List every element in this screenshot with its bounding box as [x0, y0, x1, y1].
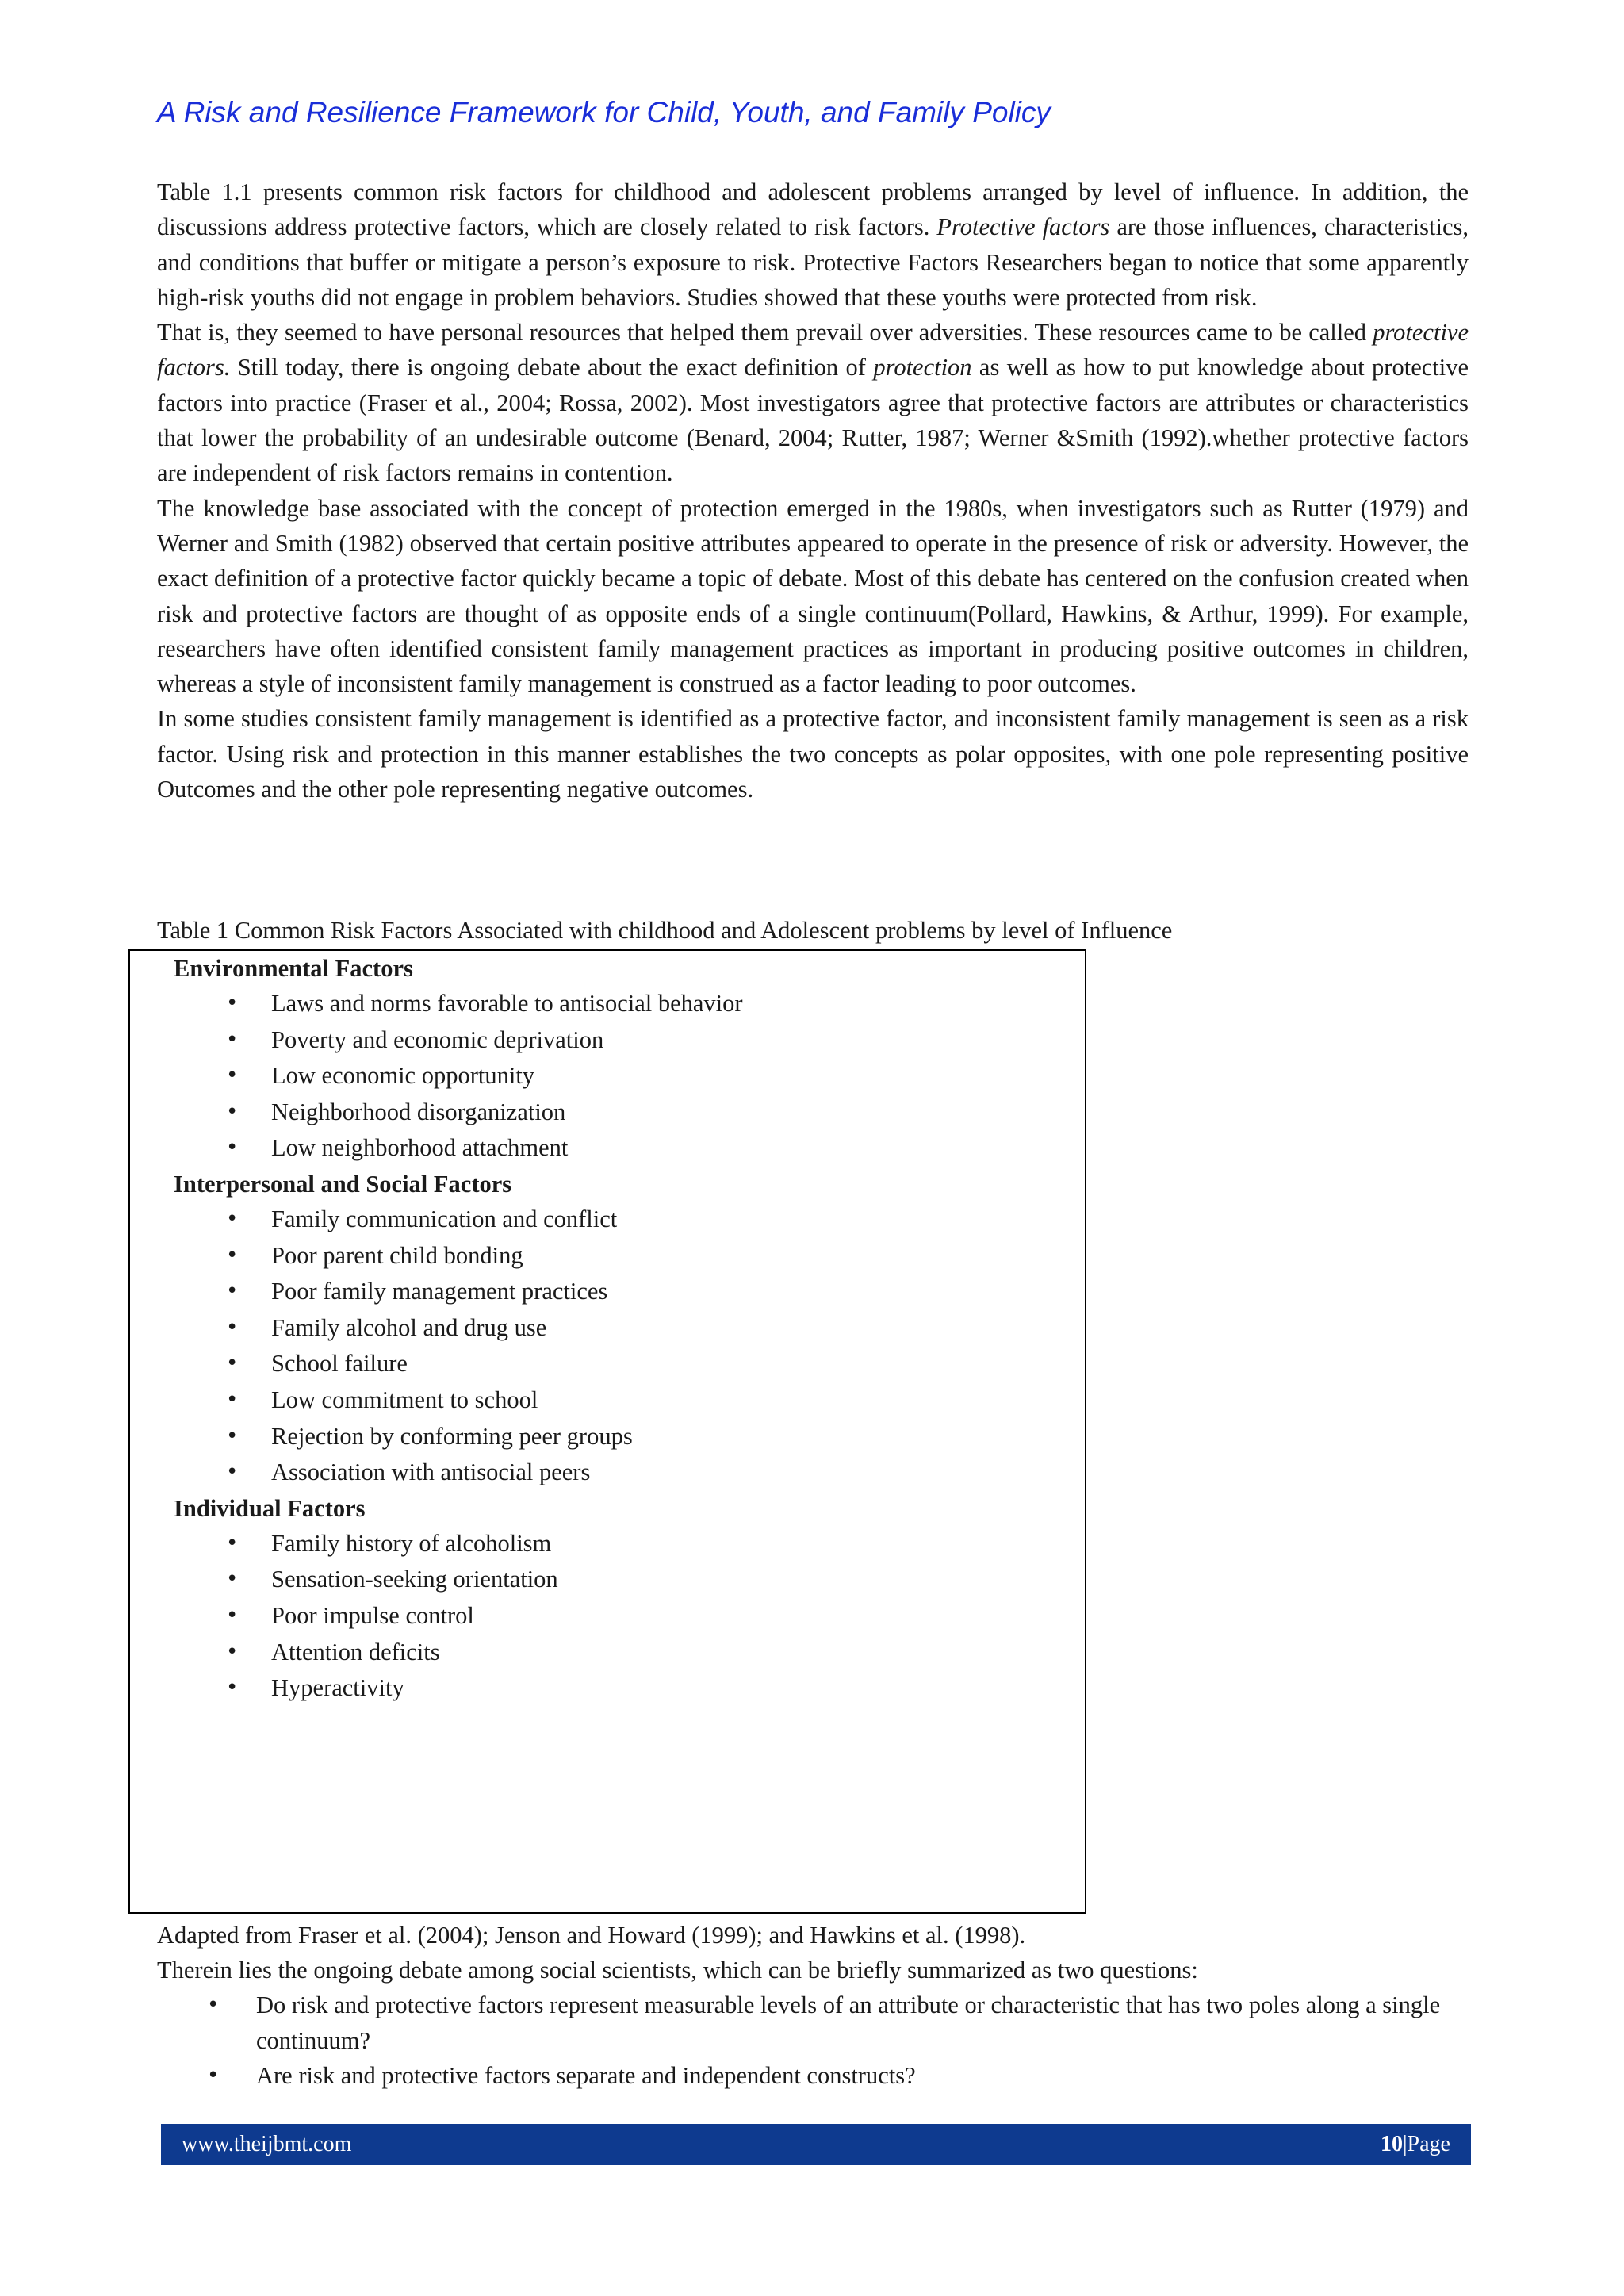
risk-factor-item: [174, 1419, 1085, 1455]
risk-factor-item: [174, 1455, 1085, 1491]
risk-factor-text: Family communication and conflict: [271, 1205, 618, 1232]
bullet-icon: •: [207, 2064, 220, 2087]
bullet-icon: •: [226, 1424, 239, 1448]
category-factor-list: [174, 1202, 1085, 1491]
risk-factor-item: [174, 1562, 1085, 1598]
footer-bar: [161, 2124, 1471, 2165]
debate-question-text: Do risk and protective factors represent measurable levels of an attribute or characteristic that has two poles along a single continuum?: [256, 1991, 1441, 2054]
risk-factor-text: Low commitment to school: [271, 1386, 538, 1413]
category-heading: Individual Factors: [174, 1494, 366, 1522]
table-source-note: Adapted from Fraser et al. (2004); Jenson and Howard (1999); and Hawkins et al. (1998).: [157, 1922, 1026, 1949]
category-factor-list: [174, 986, 1085, 1167]
bullet-icon: •: [226, 1279, 239, 1304]
body-text: [157, 174, 1469, 807]
debate-question: [157, 1987, 1469, 2058]
risk-factor-item: [174, 1382, 1085, 1419]
risk-factor-text: Poor parent child bonding: [271, 1241, 523, 1269]
bullet-icon: •: [226, 1064, 239, 1088]
paragraph-1: [157, 174, 1469, 315]
paragraph-3: The knowledge base associated with the concept of protection emerged in the 1980s, when investigators such as Rutter (1979) and Werner and Smith (1982) observed that certain positive attributes appeared to operate in the presence of risk or adversity. However, the exact definition of a protective factor quickly became a topic of debate. Most of this debate has centered on the confusion created when risk and protective factors are thought of as opposite ends of a single continuum(Pollard, Hawkins, & Arthur, 1999). For example, researchers have often identified consistent family management practices as important in producing positive outcomes in children, whereas a style of inconsistent family management is construed as a factor leading to poor outcomes.: [157, 494, 1469, 698]
risk-factor-text: Hyperactivity: [271, 1674, 404, 1702]
bullet-icon: •: [207, 1993, 220, 2017]
bullet-icon: •: [226, 991, 239, 1015]
risk-factor-item: [174, 1130, 1085, 1167]
footer-website-url[interactable]: www.theijbmt.com: [182, 2132, 352, 2156]
debate-intro: Therein lies the ongoing debate among social scientists, which can be briefly summarized as two questions:: [157, 1957, 1198, 1984]
paragraph-2-italic-term: protective factors.: [157, 319, 1469, 381]
risk-factor-text: Family history of alcoholism: [271, 1529, 552, 1557]
bullet-icon: •: [226, 1676, 239, 1700]
risk-factor-item: [174, 986, 1085, 1022]
risk-factor-text: School failure: [271, 1350, 408, 1378]
paragraph-2-italic-protection: protection: [873, 354, 972, 381]
category-heading: Environmental Factors: [174, 955, 413, 982]
risk-factor-item: [174, 1238, 1085, 1274]
page-number: 10: [1380, 2132, 1403, 2156]
bullet-icon: •: [226, 1460, 239, 1485]
bullet-icon: •: [226, 1099, 239, 1124]
risk-factor-text: Association with antisocial peers: [271, 1458, 591, 1486]
risk-factor-text: Sensation-seeking orientation: [271, 1566, 558, 1593]
risk-factor-item: [174, 1310, 1085, 1347]
risk-factor-text: Poor family management practices: [271, 1278, 608, 1305]
bullet-icon: •: [226, 1387, 239, 1412]
risk-factor-text: Attention deficits: [271, 1638, 440, 1665]
risk-factor-item: [174, 1346, 1085, 1382]
risk-factor-text: Low neighborhood attachment: [271, 1134, 569, 1162]
bullet-icon: •: [226, 1206, 239, 1231]
bullet-icon: •: [226, 1351, 239, 1376]
bullet-icon: •: [226, 1603, 239, 1627]
table-caption: Table 1 Common Risk Factors Associated with childhood and Adolescent problems by level of Influence: [157, 917, 1173, 944]
risk-factor-text: Neighborhood disorganization: [271, 1098, 566, 1125]
paragraph-2-text-e: as well as how to put knowledge about protective factors into practice (Fraser et al., 2004; Rossa, 2002). Most investigators agree that protective factors are attributes or characteristics that lower the probability of an undesirable outcome (Benard, 2004; Rutter, 1987; Werner &Smith (1992).whether protective factors are independent of risk factors remains in contention.: [157, 354, 1469, 487]
category-factor-list: [174, 1526, 1085, 1707]
bullet-icon: •: [226, 1243, 239, 1267]
risk-factor-item: [174, 1058, 1085, 1094]
bullet-icon: •: [226, 1315, 239, 1340]
debate-questions-list: [157, 1987, 1469, 2094]
risk-factor-item: [174, 1670, 1085, 1707]
risk-factors-table: [128, 949, 1086, 1914]
risk-factors-list-container: [174, 951, 1085, 1707]
risk-factor-text: Family alcohol and drug use: [271, 1313, 547, 1341]
risk-factor-item: [174, 1094, 1085, 1131]
risk-factor-text: Laws and norms favorable to antisocial behavior: [271, 990, 743, 1017]
risk-factor-text: Rejection by conforming peer groups: [271, 1422, 633, 1450]
risk-factor-text: Low economic opportunity: [271, 1062, 535, 1090]
paragraph-1-italic-term: Protective factors: [936, 213, 1110, 241]
risk-factor-item: [174, 1635, 1085, 1671]
paragraph-4: In some studies consistent family management is identified as a protective factor, and inconsistent family management is seen as a risk factor. Using risk and protection in this manner establishes the two concepts as polar opposites, with one pole representing positive Outcomes and the other pole representing negative outcomes.: [157, 705, 1469, 803]
paragraph-2-text-c: Still today, there is ongoing debate about the exact definition of: [230, 354, 874, 381]
bullet-icon: •: [226, 1567, 239, 1592]
bullet-icon: •: [226, 1027, 239, 1052]
risk-factor-text: Poverty and economic deprivation: [271, 1025, 604, 1053]
paragraph-1-text-c: are those influences, characteristics, and conditions that buffer or mitigate a person’s exposure to risk. Protective Factors Researchers began to notice that some apparently high-risk youths did not engage in problem behaviors. Studies showed that these youths were protected from risk.: [157, 213, 1469, 311]
risk-factor-item: [174, 1598, 1085, 1635]
risk-factor-text: Poor impulse control: [271, 1601, 474, 1629]
risk-factor-item: [174, 1202, 1085, 1238]
risk-factor-item: [174, 1274, 1085, 1310]
running-header-title: A Risk and Resilience Framework for Child, Youth, and Family Policy: [157, 96, 1051, 128]
paragraph-2-text-a: That is, they seemed to have personal resources that helped them prevail over adversities. These resources came to be called: [157, 319, 1373, 347]
bullet-icon: •: [226, 1136, 239, 1160]
bullet-icon: •: [226, 1639, 239, 1664]
debate-question-text: Are risk and protective factors separate and independent constructs?: [256, 2062, 916, 2089]
paragraph-1-text-a: Table 1.1 presents common risk factors for childhood and adolescent problems arranged by level of influence. In addition, the discussions address protective factors, which are closely related to risk factors.: [157, 178, 1469, 241]
bullet-icon: •: [226, 1531, 239, 1555]
page-suffix: |Page: [1402, 2132, 1450, 2156]
risk-factor-item: [174, 1526, 1085, 1562]
risk-factor-item: [174, 1022, 1085, 1059]
debate-question: [157, 2058, 1469, 2094]
footer-page-number: [1381, 2132, 1450, 2157]
paragraph-2: [157, 315, 1469, 490]
category-heading: Interpersonal and Social Factors: [174, 1170, 512, 1198]
